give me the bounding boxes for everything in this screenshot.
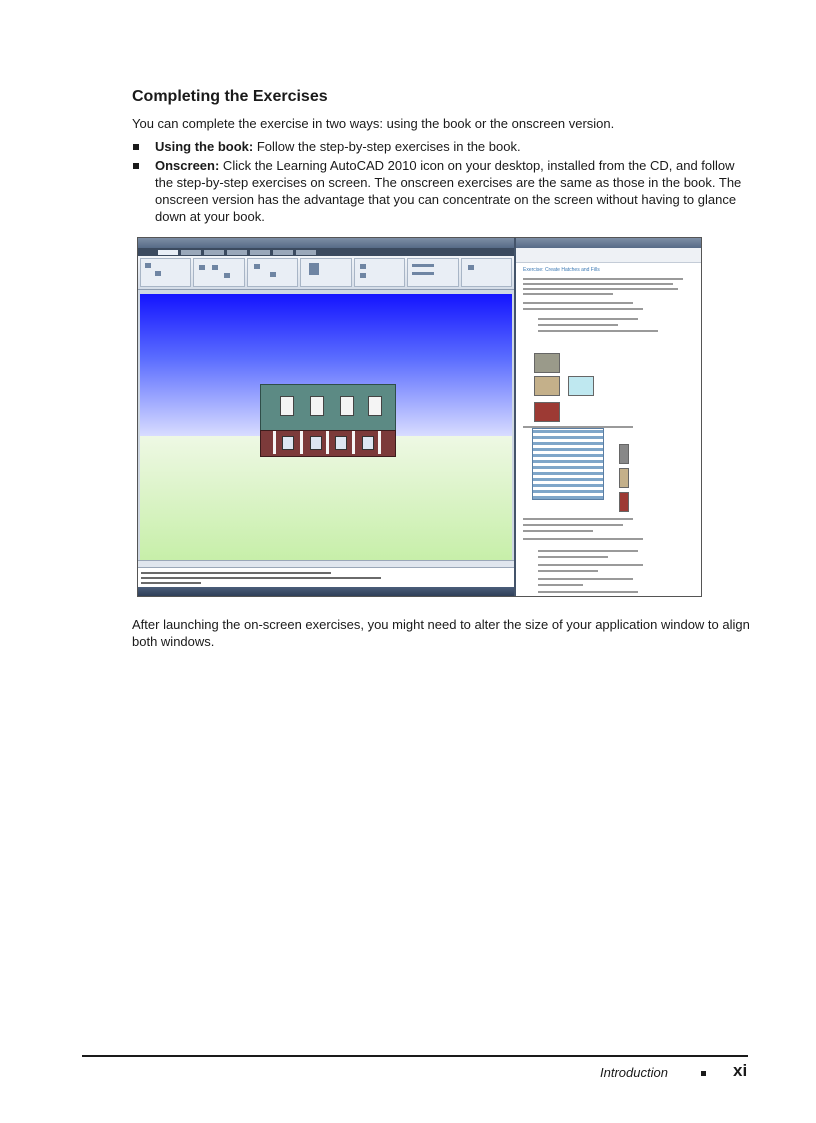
pattern-thumbnail <box>619 492 629 512</box>
tutorial-text-line <box>538 324 618 326</box>
drawing-viewport <box>140 294 512 560</box>
porch-column <box>378 431 381 454</box>
tutorial-text-line <box>538 556 608 558</box>
dormer-window <box>340 396 354 416</box>
dormer-window <box>310 396 324 416</box>
tutorial-text-line <box>523 293 613 295</box>
ribbon-panels <box>138 256 514 290</box>
porch-column <box>300 431 303 454</box>
footer-section-name: Introduction <box>600 1065 668 1080</box>
screenshot-figure <box>137 237 702 597</box>
ribbon-tab <box>204 250 224 255</box>
tutorial-text-line <box>538 584 583 586</box>
house-window <box>310 436 322 450</box>
pattern-thumbnail <box>619 468 629 488</box>
bullet-text: Click the Learning AutoCAD 2010 icon on your desktop, installed from the CD, and follow the step-by-step exercises on screen. The onscreen exercises are the same as those in the book. The onscreen version has the advantage that you can concentrate on the screen without having to glance down at your book. <box>155 158 742 224</box>
dormer-window <box>280 396 294 416</box>
tutorial-title: Exercise: Create Hatches and Fills <box>523 267 600 273</box>
list-item <box>132 157 752 225</box>
tutorial-text-line <box>538 550 638 552</box>
ribbon-panel <box>461 258 512 287</box>
ribbon-panel <box>247 258 298 287</box>
tutorial-text-line <box>523 278 683 280</box>
footer-divider <box>82 1055 748 1057</box>
tutorial-toolbar <box>516 248 702 263</box>
tutorial-text-line <box>523 530 593 532</box>
tutorial-text-line <box>538 570 598 572</box>
page-number: xi <box>733 1061 748 1080</box>
tutorial-window <box>514 238 702 596</box>
status-bar <box>138 587 514 596</box>
bullet-term: Using the book: <box>155 139 254 154</box>
dormer-window <box>368 396 382 416</box>
ribbon-tab <box>250 250 270 255</box>
ribbon-panel <box>300 258 351 287</box>
tutorial-text-line <box>523 288 678 290</box>
ribbon-tab <box>181 250 201 255</box>
tutorial-text-line <box>523 518 633 520</box>
autocad-titlebar <box>138 238 514 248</box>
house-window <box>362 436 374 450</box>
pattern-thumbnail <box>619 444 629 464</box>
tutorial-text-line <box>523 538 643 540</box>
intro-paragraph: You can complete the exercise in two ways: using the book or the onscreen version. <box>132 116 615 131</box>
pattern-thumbnail <box>534 353 560 373</box>
bullet-text: Follow the step-by-step exercises in the book. <box>253 139 521 154</box>
command-line <box>138 567 514 588</box>
section-heading: Completing the Exercises <box>132 88 328 105</box>
pattern-thumbnail <box>568 376 594 396</box>
list-item <box>132 138 752 155</box>
figure-caption: After launching the on-screen exercises, you might need to alter the size of your application window to align both windows. <box>132 617 750 649</box>
tutorial-text-line <box>523 283 673 285</box>
tutorial-text-line <box>523 524 623 526</box>
tutorial-text-line <box>538 330 658 332</box>
porch-column <box>326 431 329 454</box>
bullet-term: Onscreen: <box>155 158 220 173</box>
ribbon-tabs <box>138 248 514 256</box>
bullet-square-icon <box>133 144 139 150</box>
ribbon-tab <box>158 250 178 255</box>
wall-hatch-illustration <box>532 428 604 500</box>
ribbon-panel <box>140 258 191 287</box>
ribbon-panel <box>193 258 244 287</box>
exercise-options-list <box>132 138 752 227</box>
ribbon-tab <box>227 250 247 255</box>
pattern-thumbnail <box>534 402 560 422</box>
porch-column <box>352 431 355 454</box>
tutorial-text-line <box>538 564 643 566</box>
ribbon-tab <box>296 250 316 255</box>
tutorial-text-line <box>538 591 638 593</box>
house-window <box>282 436 294 450</box>
ribbon-panel <box>407 258 458 287</box>
tutorial-text-line <box>523 302 633 304</box>
tutorial-text-line <box>523 308 643 310</box>
footer-bullet-icon <box>701 1071 706 1076</box>
tutorial-text-line <box>538 578 633 580</box>
ribbon-tab <box>273 250 293 255</box>
porch-column <box>273 431 276 454</box>
tutorial-text-line <box>538 318 638 320</box>
bullet-square-icon <box>133 163 139 169</box>
tutorial-titlebar <box>516 238 702 248</box>
pattern-thumbnail <box>534 376 560 396</box>
ribbon-panel <box>354 258 405 287</box>
autocad-window <box>138 238 514 596</box>
house-window <box>335 436 347 450</box>
